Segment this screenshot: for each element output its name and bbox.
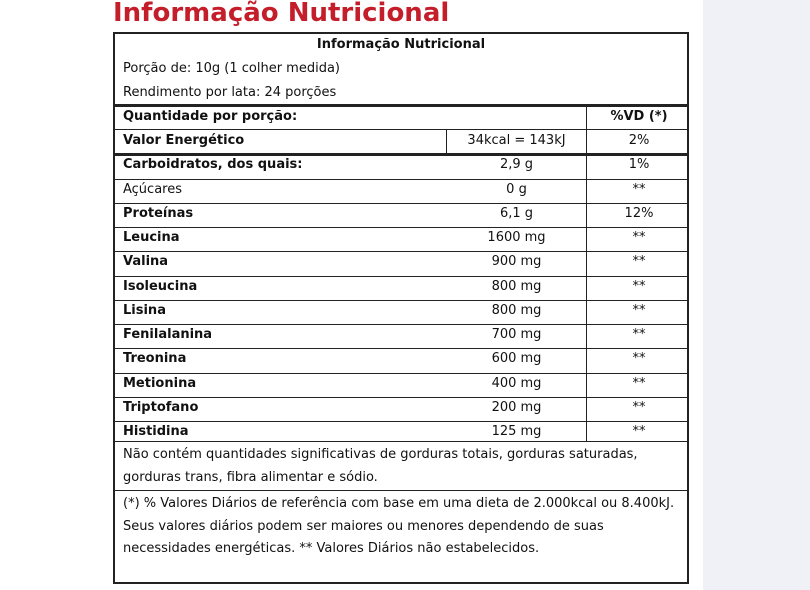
nutrient-amount: 34kcal = 143kJ <box>467 133 566 148</box>
nutrient-name: Lisina <box>123 302 166 318</box>
nutrient-name: Valor Energético <box>123 133 245 148</box>
amount-column-divider <box>446 130 447 154</box>
nutrient-name: Leucina <box>123 230 180 245</box>
nutrient-daily-value: ** <box>632 254 646 270</box>
nutrient-name: Fenilalanina <box>123 327 213 342</box>
portion-info: Porção de: 10g (1 colher medida) <box>123 61 340 76</box>
page-side-band <box>703 0 810 590</box>
table-row <box>115 397 687 421</box>
nutrition-facts-label <box>113 32 689 584</box>
nutrient-amount: 0 g <box>506 181 527 197</box>
nutrient-name: Histidina <box>123 424 189 439</box>
nutrient-amount: 125 mg <box>491 424 542 439</box>
nutrient-daily-value: ** <box>632 230 646 245</box>
label-title: Informação Nutricional <box>316 37 486 52</box>
nutrient-name: Proteínas <box>123 205 194 221</box>
nutrient-amount: 6,1 g <box>499 205 534 221</box>
nutrient-amount: 400 mg <box>491 375 542 391</box>
table-row <box>115 324 687 348</box>
table-row <box>115 179 687 203</box>
notes-divider <box>115 490 687 491</box>
header-daily-value: %VD (*) <box>610 109 668 124</box>
nutrient-daily-value: ** <box>632 351 646 367</box>
nutrient-daily-value: ** <box>632 181 646 197</box>
nutrient-daily-value: ** <box>632 278 646 294</box>
yield-info: Rendimento por lata: 24 porções <box>123 85 337 100</box>
nutrient-name: Açúcares <box>123 181 182 197</box>
table-row <box>115 203 687 227</box>
nutrient-name: Carboidratos, dos quais: <box>123 157 303 173</box>
nutrient-name: Triptofano <box>123 399 199 415</box>
nutrient-amount: 600 mg <box>491 351 542 367</box>
nutrient-name: Valina <box>123 254 169 270</box>
nutrient-daily-value: ** <box>632 424 646 439</box>
notes-divider <box>115 441 687 442</box>
nutrient-daily-value: 2% <box>628 133 650 148</box>
nutrient-name: Metionina <box>123 375 197 391</box>
nutrient-daily-value: ** <box>632 302 646 318</box>
table-row <box>115 227 687 251</box>
daily-value-footnote: (*) % Valores Diários de referência com base em uma dieta de 2.000kcal ou 8.400kJ. Seus valores diários podem ser maiores ou menores dependendo de suas necessidades energéticas. ** Valores Diários não estabelecidos. <box>123 496 675 556</box>
nutrient-daily-value: ** <box>632 399 646 415</box>
table-row <box>115 251 687 275</box>
vd-column-divider <box>586 105 587 441</box>
nutrient-amount: 900 mg <box>491 254 542 270</box>
page-title: Informação Nutricional <box>113 0 450 28</box>
table-row <box>115 154 687 178</box>
table-row <box>115 373 687 397</box>
nutrient-daily-value: ** <box>632 375 646 391</box>
table-row <box>115 130 687 154</box>
table-row <box>115 276 687 300</box>
nutrient-daily-value: 12% <box>624 205 654 221</box>
nutrient-amount: 1600 mg <box>487 230 546 245</box>
header-quantity: Quantidade por porção: <box>123 109 298 124</box>
nutrient-amount: 200 mg <box>491 399 542 415</box>
nutrient-amount: 800 mg <box>491 302 542 318</box>
table-row <box>115 348 687 372</box>
nutrient-amount: 700 mg <box>491 327 542 342</box>
nutrient-name: Isoleucina <box>123 278 198 294</box>
nutrient-daily-value: ** <box>632 327 646 342</box>
table-row <box>115 300 687 324</box>
nutrient-amount: 2,9 g <box>499 157 534 173</box>
insignificant-note: Não contém quantidades significativas de gorduras totais, gorduras saturadas, gorduras trans, fibra alimentar e sódio. <box>123 447 638 485</box>
nutrient-name: Treonina <box>123 351 187 367</box>
nutrient-amount: 800 mg <box>491 278 542 294</box>
table-header-row <box>115 106 687 130</box>
nutrient-daily-value: 1% <box>628 157 650 173</box>
